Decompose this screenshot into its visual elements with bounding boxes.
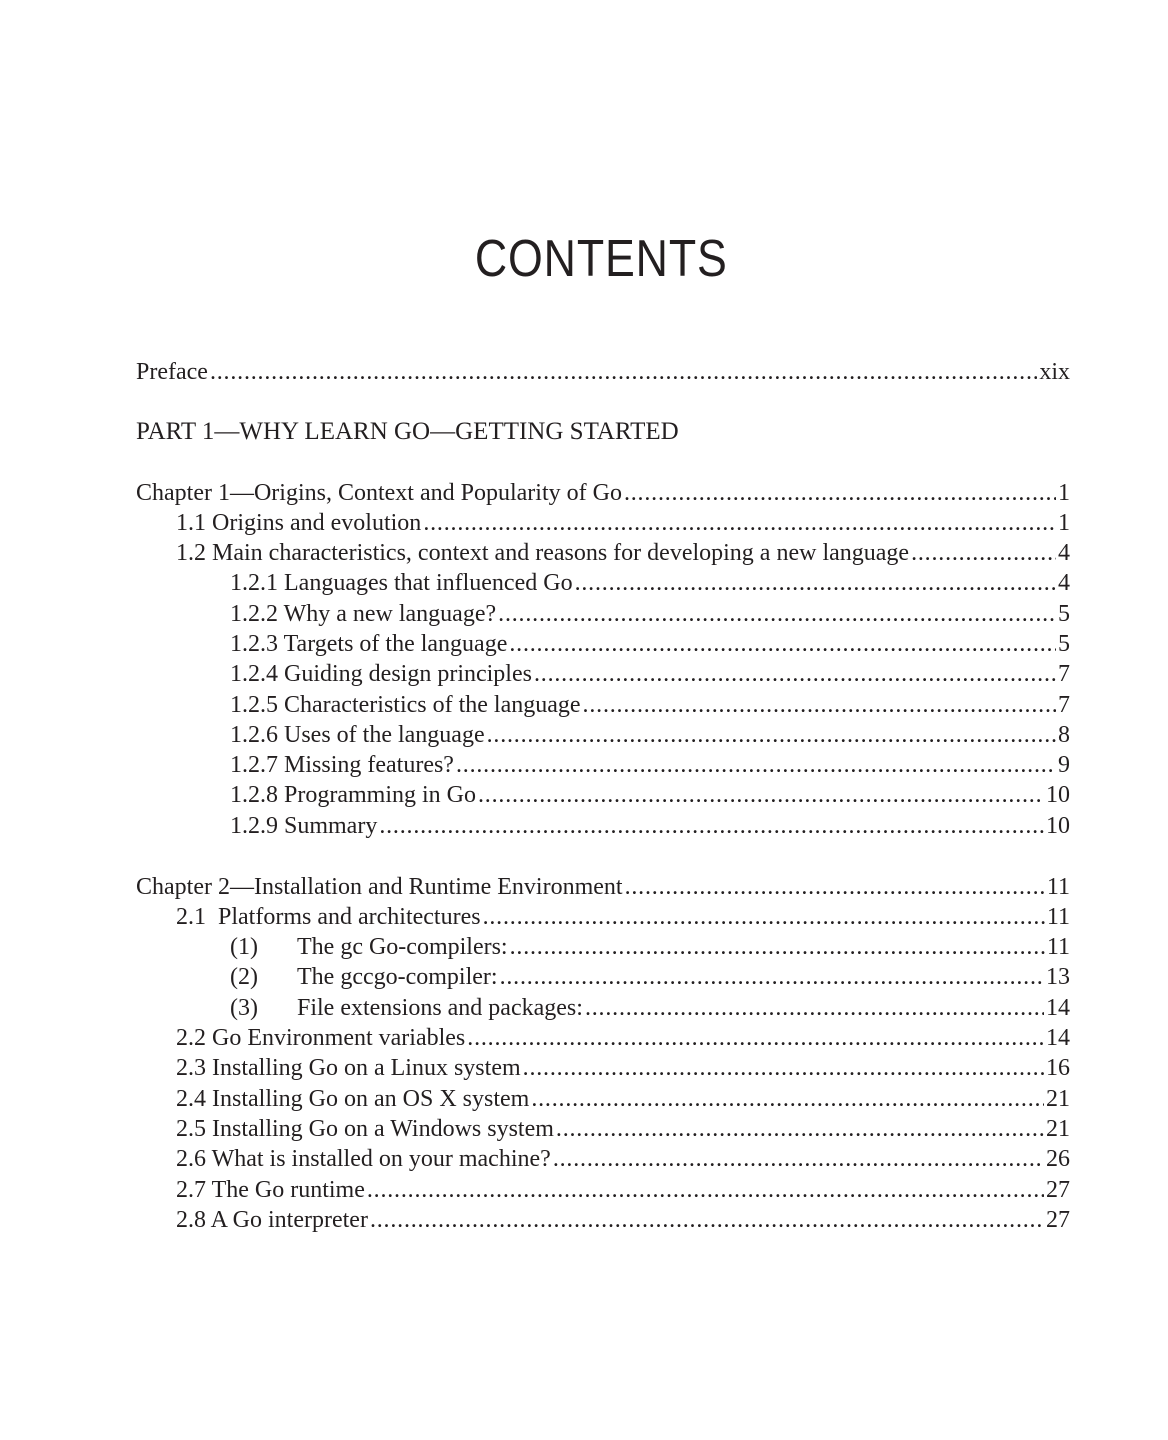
dot-leader [531,1083,1044,1115]
toc-entry-2-3[interactable] [176,1052,1070,1084]
toc-entry-1-2[interactable] [176,537,1070,569]
dot-leader [553,1143,1044,1175]
toc-entry-2-8[interactable] [176,1204,1070,1236]
dot-leader [379,810,1044,842]
toc-entry-1-2-7[interactable] [230,749,1070,781]
page-title: CONTENTS [474,230,728,288]
dot-leader [583,689,1056,721]
toc-entry-title: 1.2.3 Targets of the language [230,631,508,657]
toc-entry-number: (1) [230,934,258,960]
dot-leader [523,1052,1044,1084]
toc-page-number: 21 [1046,1116,1070,1142]
toc-entry-2-6[interactable] [176,1143,1070,1175]
toc-entry-chapter-1[interactable] [136,477,1070,509]
toc-page-number: 4 [1058,570,1070,596]
dot-leader [585,992,1044,1024]
toc-page-number: 7 [1058,661,1070,687]
toc-page-number: 13 [1046,964,1070,990]
dot-leader [575,567,1056,599]
toc-page-number: 5 [1058,631,1070,657]
dot-leader [483,901,1045,933]
toc-page-number: 10 [1046,813,1070,839]
part-heading: PART 1—WHY LEARN GO—GETTING STARTED [136,418,679,445]
dot-leader [487,719,1056,751]
toc-page-number: 1 [1058,510,1070,536]
toc-page-number: 27 [1046,1177,1070,1203]
toc-page-number: 5 [1058,601,1070,627]
toc-entry-title: Chapter 1—Origins, Context and Popularity of Go [136,480,622,506]
toc-entry-1-2-5[interactable] [230,689,1070,721]
dot-leader [625,871,1045,903]
toc-entry-2-1-2[interactable] [230,961,1070,993]
toc-page-number: 7 [1058,692,1070,718]
toc-entry-2-1-1[interactable] [230,931,1070,963]
dot-leader [509,628,1056,660]
toc-entry-title: The gc Go-compilers: [297,934,508,960]
toc-page-number: 4 [1058,540,1070,566]
toc-entry-2-1-3[interactable] [230,992,1070,1024]
toc-entry-title: 1.2.2 Why a new language? [230,601,497,627]
dot-leader [478,779,1044,811]
toc-entry-title: 2.1 Platforms and architectures [176,904,481,930]
toc-entry-1-1[interactable] [176,507,1070,539]
dot-leader [624,477,1056,509]
toc-page-number: 26 [1046,1146,1070,1172]
dot-leader [510,931,1045,963]
toc-entry-title: 2.7 The Go runtime [176,1177,365,1203]
toc-page-number: 21 [1046,1086,1070,1112]
toc-entry-title: 1.2.1 Languages that influenced Go [230,570,573,596]
dot-leader [210,356,1037,388]
toc-entry-title: 2.3 Installing Go on a Linux system [176,1055,521,1081]
toc-entry-1-2-4[interactable] [230,658,1070,690]
toc-page-number: 16 [1046,1055,1070,1081]
toc-entry-1-2-8[interactable] [230,779,1070,811]
toc-entry-title: Preface [136,359,208,385]
dot-leader [370,1204,1044,1236]
toc-page-number: 14 [1046,995,1070,1021]
toc-page-number: 11 [1046,934,1070,960]
dot-leader [911,537,1056,569]
toc-entry-title: 1.2 Main characteristics, context and reasons for developing a new language [176,540,910,566]
toc-entry-title: 2.4 Installing Go on an OS X system [176,1086,530,1112]
toc-entry-1-2-9[interactable] [230,810,1070,842]
toc-page-number: 27 [1046,1207,1070,1233]
toc-entry-chapter-2[interactable] [136,871,1070,903]
dot-leader [534,658,1056,690]
toc-entry-title: 1.1 Origins and evolution [176,510,422,536]
dot-leader [498,598,1056,630]
toc-entry-title: The gccgo-compiler: [297,964,498,990]
toc-entry-1-2-6[interactable] [230,719,1070,751]
toc-entry-title: 1.2.7 Missing features? [230,752,454,778]
toc-entry-title: Chapter 2—Installation and Runtime Environment [136,874,623,900]
dot-leader [467,1022,1044,1054]
toc-entry-title: 1.2.4 Guiding design principles [230,661,532,687]
toc-entry-preface[interactable] [136,356,1070,388]
toc-entry-1-2-1[interactable] [230,567,1070,599]
toc-entry-number: (3) [230,995,258,1021]
toc-page-number: 10 [1046,782,1070,808]
toc-page-number: xix [1039,359,1070,385]
toc-page-number: 1 [1058,480,1070,506]
toc-entry-title: 1.2.5 Characteristics of the language [230,692,581,718]
toc-entry-title: 2.5 Installing Go on a Windows system [176,1116,554,1142]
toc-entry-title: File extensions and packages: [297,995,583,1021]
dot-leader [367,1174,1044,1206]
toc-page-number: 8 [1058,722,1070,748]
toc-page-number: 9 [1058,752,1070,778]
dot-leader [456,749,1056,781]
dot-leader [500,961,1044,993]
toc-entry-title: 1.2.8 Programming in Go [230,782,476,808]
dot-leader [423,507,1056,539]
toc-entry-1-2-3[interactable] [230,628,1070,660]
toc-page-number: 11 [1046,904,1070,930]
toc-entry-2-5[interactable] [176,1113,1070,1145]
toc-entry-number: (2) [230,964,258,990]
toc-page-number: 11 [1046,874,1070,900]
toc-entry-title: 2.2 Go Environment variables [176,1025,466,1051]
toc-page-number: 14 [1046,1025,1070,1051]
toc-entry-title: 2.8 A Go interpreter [176,1207,368,1233]
toc-entry-1-2-2[interactable] [230,598,1070,630]
toc-entry-title: 1.2.9 Summary [230,813,378,839]
toc-entry-2-7[interactable] [176,1174,1070,1206]
toc-entry-2-4[interactable] [176,1083,1070,1115]
toc-entry-2-1[interactable] [176,901,1070,933]
toc-entry-2-2[interactable] [176,1022,1070,1054]
toc-entry-title: 2.6 What is installed on your machine? [176,1146,551,1172]
dot-leader [556,1113,1044,1145]
toc-entry-title: 1.2.6 Uses of the language [230,722,485,748]
